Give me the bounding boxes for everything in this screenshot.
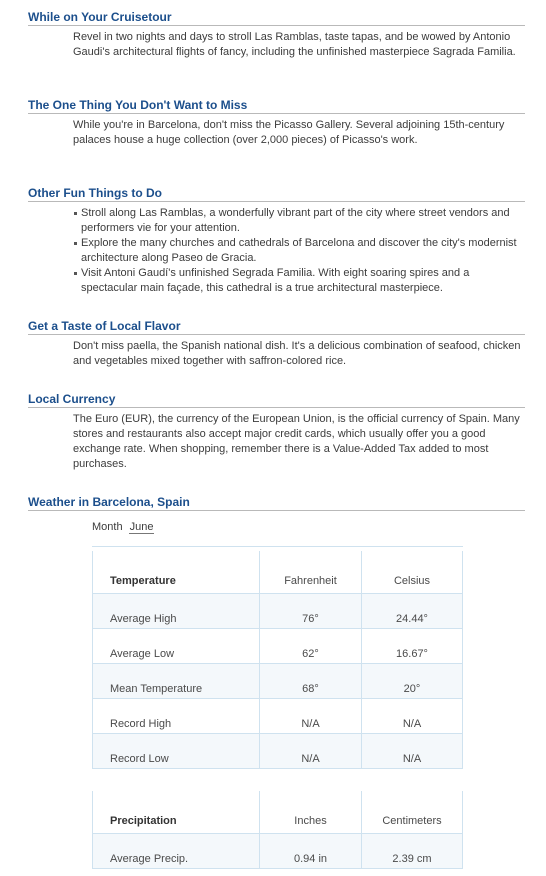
column-header: Fahrenheit xyxy=(260,551,362,594)
section-title: Weather in Barcelona, Spain xyxy=(28,495,525,511)
table-row xyxy=(93,834,463,869)
table-header-row xyxy=(93,791,463,834)
section-title: The One Thing You Don't Want to Miss xyxy=(28,98,525,114)
section-title: Get a Taste of Local Flavor xyxy=(28,319,525,335)
cell-fahrenheit: 68° xyxy=(260,664,362,699)
section-title: While on Your Cruisetour xyxy=(28,10,525,26)
cell-celsius: 20° xyxy=(362,664,463,699)
fun-things-list xyxy=(73,206,525,296)
table-header-row xyxy=(93,551,463,594)
cell-fahrenheit: N/A xyxy=(260,699,362,734)
row-label: Record Low xyxy=(93,734,260,769)
cell-celsius: 24.44° xyxy=(362,594,463,629)
cell-celsius: N/A xyxy=(362,734,463,769)
row-label: Average Precip. xyxy=(93,834,260,869)
section-body: Don't miss paella, the Spanish national dish. It's a delicious combination of seafood, chicken and vegetables mixed together with saffron-colored rice. xyxy=(73,340,521,367)
row-label: Record High xyxy=(93,699,260,734)
column-header: Celsius xyxy=(362,551,463,594)
section-local-currency xyxy=(28,392,525,472)
section-body: While you're in Barcelona, don't miss the Picasso Gallery. Several adjoining 15th-century palaces house a huge collection (over 2,000 pieces) of Picasso's work. xyxy=(73,119,505,146)
cell-celsius: 16.67° xyxy=(362,629,463,664)
month-selector xyxy=(92,521,154,534)
column-header: Inches xyxy=(260,791,362,834)
section-local-flavor xyxy=(28,319,525,369)
row-label: Mean Temperature xyxy=(93,664,260,699)
cell-fahrenheit: N/A xyxy=(260,734,362,769)
cell-inches: 0.94 in xyxy=(260,834,362,869)
table-row xyxy=(93,734,463,769)
row-label: Average Low xyxy=(93,629,260,664)
table-top-rule xyxy=(92,546,463,547)
list-item: Visit Antoni Gaudí's unfinished Segrada Familia. With eight soaring spires and a spectacular main façade, this cathedral is a true architectural masterpiece. xyxy=(73,266,525,296)
column-header: Precipitation xyxy=(93,791,260,834)
row-label: Average High xyxy=(93,594,260,629)
month-value-link[interactable]: June xyxy=(129,521,154,533)
temperature-table xyxy=(92,551,463,769)
month-label: Month xyxy=(92,521,123,533)
section-title: Other Fun Things to Do xyxy=(28,186,525,202)
cell-celsius: N/A xyxy=(362,699,463,734)
section-title: Local Currency xyxy=(28,392,525,408)
cell-fahrenheit: 62° xyxy=(260,629,362,664)
table-row xyxy=(93,629,463,664)
section-body: Revel in two nights and days to stroll Las Ramblas, taste tapas, and be wowed by Antonio Gaudi's architectural flights of fancy, including the unfinished masterpiece Sagrada Familia. xyxy=(73,31,516,58)
section-weather xyxy=(28,495,525,511)
section-cruisetour xyxy=(28,10,525,60)
list-item: Stroll along Las Ramblas, a wonderfully vibrant part of the city where street vendors and performers vie for your attention. xyxy=(73,206,525,236)
cell-centimeters: 2.39 cm xyxy=(362,834,463,869)
section-body: The Euro (EUR), the currency of the European Union, is the official currency of Spain. Many stores and restaurants also accept major credit cards, which usually offer you a good exchange rate. When shopping, remember there is a Value-Added Tax added to most purchases. xyxy=(73,413,520,470)
section-dont-miss xyxy=(28,98,525,148)
table-row xyxy=(93,594,463,629)
section-fun-things xyxy=(28,186,525,296)
list-item: Explore the many churches and cathedrals of Barcelona and discover the city's modernist architecture along Paseo de Gracia. xyxy=(73,236,525,266)
table-row xyxy=(93,664,463,699)
table-row xyxy=(93,699,463,734)
precipitation-table xyxy=(92,791,463,869)
cell-fahrenheit: 76° xyxy=(260,594,362,629)
column-header: Centimeters xyxy=(362,791,463,834)
column-header: Temperature xyxy=(93,551,260,594)
